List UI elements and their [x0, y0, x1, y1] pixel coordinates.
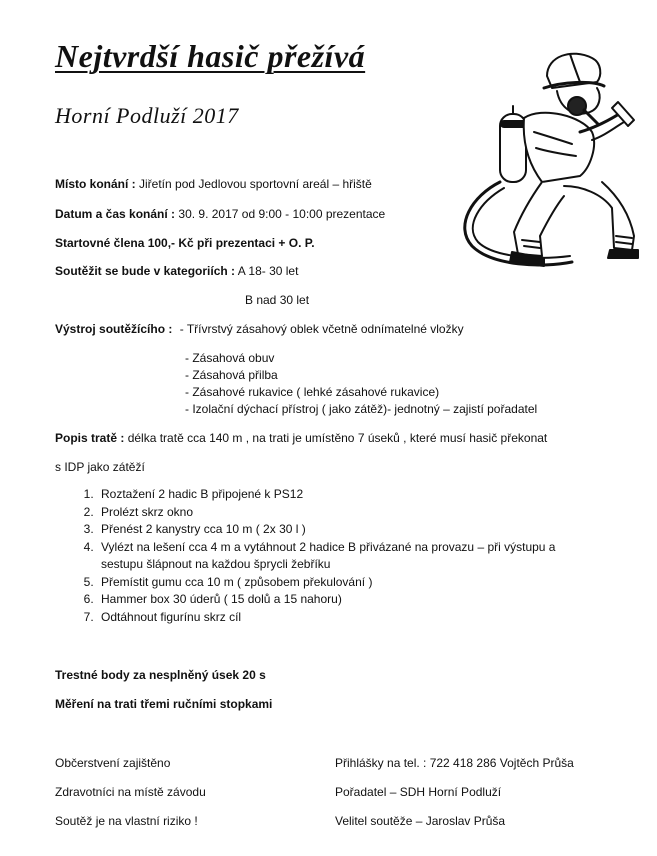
place-value: Jiřetín pod Jedlovou sportovní areál – hřiště [139, 177, 372, 191]
task-list [55, 486, 617, 626]
task-item: 2. Prolézt skrz okno [97, 504, 617, 522]
equipment-label: Výstroj soutěžícího : [55, 322, 173, 336]
equipment-item: - Zásahová obuv [185, 351, 275, 365]
firefighter-illustration [452, 36, 642, 278]
equipment-item: - Zásahová přilba [185, 368, 278, 382]
footer-right-item: Pořadatel – SDH Horní Podluží [335, 785, 502, 799]
footer-right-item: Velitel soutěže – Jaroslav Průša [335, 814, 506, 828]
datetime-line [55, 207, 385, 221]
place-label: Místo konání : [55, 177, 136, 191]
task-item: 1. Roztažení 2 hadic B připojené k PS12 [97, 486, 617, 504]
datetime-value: 30. 9. 2017 od 9:00 - 10:00 prezentace [178, 207, 386, 221]
footer-left-item: Zdravotníci na místě závodu [55, 785, 206, 799]
footer-left-item: Soutěž je na vlastní riziko ! [55, 814, 198, 828]
place-line [55, 177, 372, 191]
track-idp: s IDP jako zátěží [55, 460, 145, 474]
track-label: Popis tratě : [55, 431, 125, 445]
footer-left-item: Občerstvení zajištěno [55, 756, 171, 770]
category-a: A 18- 30 let [237, 264, 299, 278]
categories-label: Soutěžit se bude v kategoriích : [55, 264, 236, 278]
task-item: 5. Přemístit gumu cca 10 m ( způsobem překulování ) [97, 574, 617, 592]
datetime-label: Datum a čas konání : [55, 207, 176, 221]
equipment-first: - Třívrstvý zásahový oblek včetně odnímatelné vložky [179, 322, 464, 336]
document-title: Nejtvrdší hasič přežívá [55, 38, 366, 74]
equipment-item: - Izolační dýchací přístroj ( jako zátěž)- jednotný – zajistí pořadatel [185, 402, 538, 416]
penalty-note: Trestné body za nesplněný úsek 20 s [55, 668, 266, 682]
timing-note: Měření na trati třemi ručními stopkami [55, 697, 273, 711]
track-value: délka tratě cca 140 m , na trati je umístěno 7 úseků , které musí hasič překonat [127, 431, 548, 445]
category-b: B nad 30 let [245, 293, 310, 307]
track-line [55, 431, 547, 445]
document-subtitle: Horní Podluží 2017 [55, 103, 239, 128]
task-item: 6. Hammer box 30 úderů ( 15 dolů a 15 nahoru) [97, 591, 617, 609]
equipment-item: - Zásahové rukavice ( lehké zásahové rukavice) [185, 385, 440, 399]
footer-right-item: Přihlášky na tel. : 722 418 286 Vojtěch Průša [335, 756, 574, 770]
categories-line [55, 264, 298, 278]
task-item: 4. Vylézt na lešení cca 4 m a vytáhnout 2 hadice B přivázané na provazu – při výstupu a sestupu šlápnout na každou šprycli žebříku [97, 539, 571, 574]
equipment-line [55, 322, 464, 336]
task-item: 7. Odtáhnout figurínu skrz cíl [97, 609, 617, 627]
task-item: 3. Přenést 2 kanystry cca 10 m ( 2x 30 l ) [97, 521, 617, 539]
entry-fee: Startovné člena 100,- Kč při prezentaci + O. P. [55, 236, 315, 250]
